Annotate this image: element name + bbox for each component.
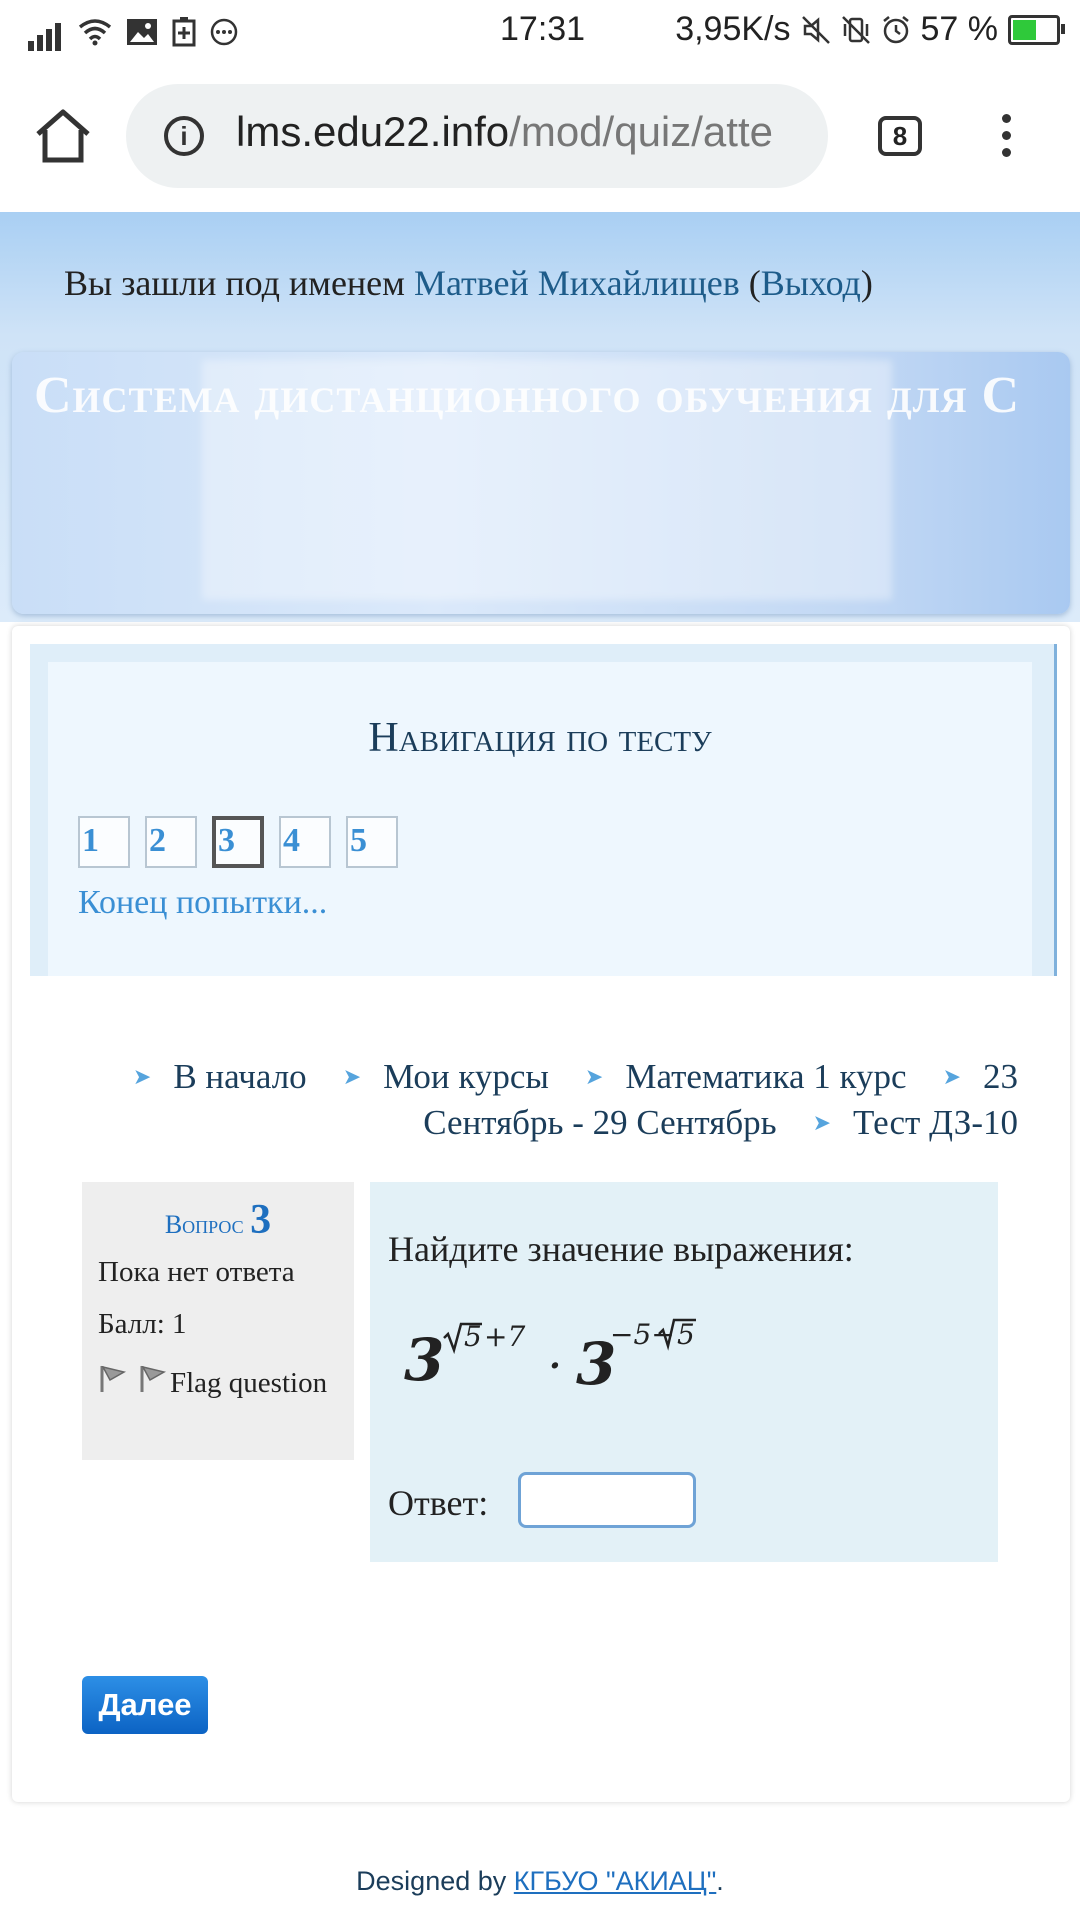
more-icon <box>210 18 238 46</box>
formula-exp2-pre: −5− <box>610 1318 675 1351</box>
flag-icon <box>98 1364 128 1394</box>
battery-percent: 57 % <box>920 10 998 48</box>
alarm-icon <box>881 15 911 45</box>
flag-question-toggle[interactable] <box>98 1364 348 1400</box>
battery-plus-icon <box>172 17 196 47</box>
answer-input[interactable] <box>518 1472 696 1528</box>
footer-prefix: Designed by <box>356 1866 507 1896</box>
question-number <box>82 1196 354 1244</box>
chevron-right-icon: ➤ <box>942 1064 961 1089</box>
net-speed: 3,95K/s <box>675 10 791 48</box>
formula-exp1-rest: +7 <box>484 1320 526 1353</box>
mute-icon <box>801 15 831 45</box>
url-path: /mod/quiz/atte <box>509 108 773 155</box>
formula-exp2-root: 5 <box>677 1318 695 1351</box>
signal-icon <box>28 12 64 51</box>
site-banner <box>12 352 1070 614</box>
next-button[interactable]: Далее <box>82 1676 208 1734</box>
formula-base-1: 3 <box>404 1326 445 1392</box>
url-host: lms.edu22.info <box>236 108 510 155</box>
close-paren: ) <box>860 263 873 303</box>
formula-base-2: 3 <box>576 1330 617 1392</box>
home-icon[interactable] <box>28 102 98 172</box>
info-icon[interactable]: i <box>164 116 204 156</box>
answer-label: Ответ: <box>388 1483 489 1523</box>
breadcrumb-week[interactable]: 23 Сентябрь - 29 Сентябрь <box>423 1057 1018 1142</box>
question-text: Найдите значение выражения: <box>388 1229 854 1269</box>
wifi-icon <box>78 18 112 46</box>
flag-question-label: Flag question <box>170 1367 328 1399</box>
quiz-nav-question-2[interactable]: 2 <box>145 816 197 868</box>
footer-link[interactable]: КГБУО "АКИАЦ" <box>513 1866 717 1896</box>
page-content <box>12 626 1070 1802</box>
question-content <box>370 1182 998 1562</box>
question-info <box>82 1182 354 1460</box>
breadcrumb-test[interactable]: Тест ДЗ-10 <box>853 1103 1018 1142</box>
url-bar[interactable] <box>126 84 828 188</box>
vibrate-off-icon <box>841 15 871 45</box>
overflow-menu-icon[interactable] <box>996 114 1016 164</box>
site-header <box>0 212 1080 622</box>
login-info <box>64 262 873 304</box>
clock: 17:31 <box>500 10 586 48</box>
math-formula <box>404 1302 704 1392</box>
question-state: Пока нет ответа <box>98 1256 295 1288</box>
quiz-nav-question-3[interactable]: 3 <box>212 816 264 868</box>
formula-exp1-root: 5 <box>464 1320 482 1353</box>
login-prefix: Вы зашли под именем <box>64 263 405 303</box>
image-icon <box>126 18 158 46</box>
breadcrumb-home[interactable]: В начало <box>173 1057 307 1096</box>
quiz-nav-question-1[interactable]: 1 <box>78 816 130 868</box>
chevron-right-icon: ➤ <box>584 1064 604 1089</box>
quiz-nav-question-4[interactable]: 4 <box>279 816 331 868</box>
quiz-nav-question-5[interactable]: 5 <box>346 816 398 868</box>
status-bar <box>0 0 1080 62</box>
browser-toolbar <box>0 62 1080 213</box>
breadcrumb <box>78 1056 1018 1148</box>
open-paren: ( <box>748 263 761 303</box>
question-label: Вопрос <box>164 1210 244 1239</box>
breadcrumb-my-courses[interactable]: Мои курсы <box>383 1057 549 1096</box>
chevron-right-icon: ➤ <box>132 1064 152 1089</box>
finish-attempt-link[interactable]: Конец попытки... <box>78 884 328 921</box>
breadcrumb-course[interactable]: Математика 1 курс <box>625 1057 907 1096</box>
flag-icon <box>138 1364 168 1394</box>
question-number-value: 3 <box>250 1197 272 1243</box>
footer-suffix: . <box>716 1866 724 1896</box>
user-profile-link[interactable]: Матвей Михайлищев <box>413 263 740 303</box>
chevron-right-icon: ➤ <box>812 1110 832 1135</box>
battery-icon <box>1008 15 1060 45</box>
quiz-navigation-block <box>30 644 1057 976</box>
tab-switcher-button[interactable]: 8 <box>878 116 922 156</box>
quiz-navigation-title: Навигация по тесту <box>368 715 712 761</box>
footer <box>0 1866 1080 1897</box>
logout-link[interactable]: Выход <box>760 263 861 303</box>
site-title: Система дистанционного обучения для С <box>34 367 1021 424</box>
chevron-right-icon: ➤ <box>342 1064 362 1089</box>
formula-dot: · <box>549 1346 561 1386</box>
question-mark: Балл: 1 <box>98 1308 187 1340</box>
